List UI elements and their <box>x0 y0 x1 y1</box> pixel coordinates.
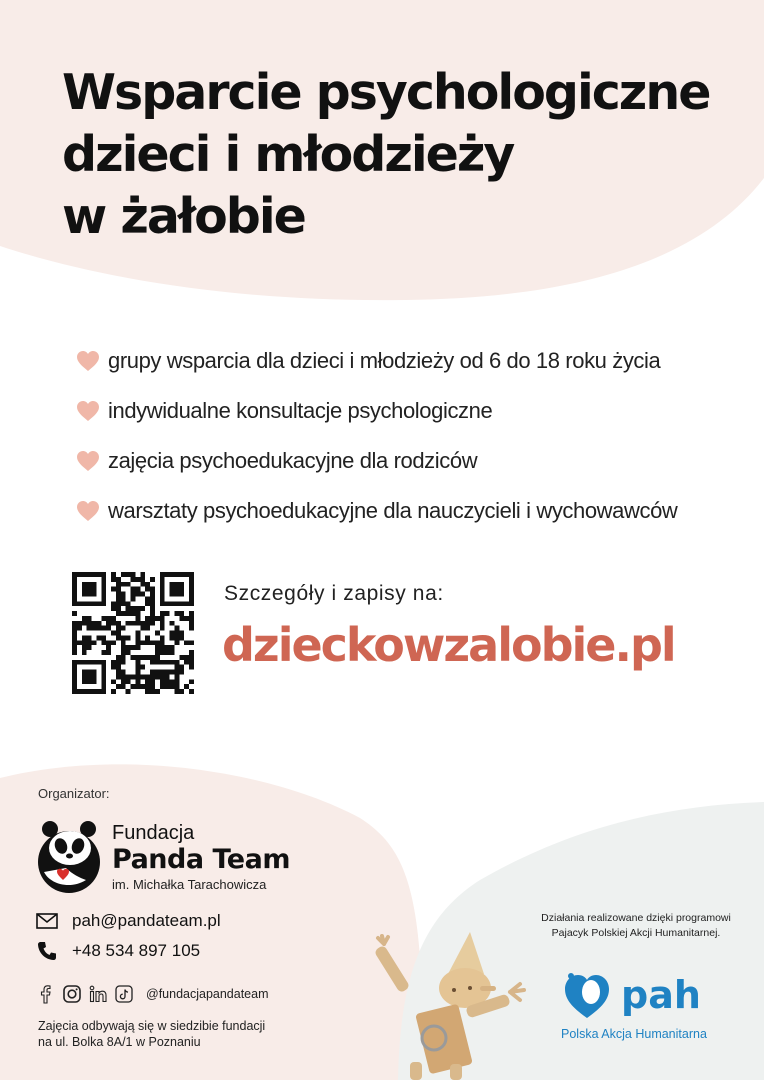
social-links <box>36 984 269 1004</box>
email-text[interactable]: pah@pandateam.pl <box>72 911 221 930</box>
tiktok-icon[interactable] <box>114 984 134 1004</box>
signup-label: Szczegóły i zapisy na: <box>224 582 444 605</box>
address-line-1: Zajęcia odbywają się w siedzibie fundacji <box>38 1019 266 1033</box>
list-item-text: indywidualne konsultacje psychologiczne <box>108 398 493 423</box>
facebook-icon[interactable] <box>36 984 56 1004</box>
phone-contact <box>36 940 200 962</box>
social-handle[interactable]: @fundacjapandateam <box>146 987 269 1001</box>
page-title <box>62 62 709 248</box>
email-contact <box>36 911 221 931</box>
panda-logo-icon <box>36 818 102 894</box>
pah-subtitle: Polska Akcja Humanitarna <box>561 1027 707 1041</box>
credit-line-1: Działania realizowane dzięki programowi <box>541 912 731 924</box>
title-line-3: w żałobie <box>62 188 305 245</box>
list-item-text: grupy wsparcia dla dzieci i młodzieży od 6 do 18 roku życia <box>108 348 661 373</box>
title-line-2: dzieci i młodzieży <box>62 126 514 183</box>
services-list <box>76 336 677 536</box>
heart-icon <box>76 500 100 522</box>
list-item <box>76 486 677 536</box>
sponsor-credit <box>520 911 752 941</box>
list-item <box>76 436 677 486</box>
organizer-name-line1: Fundacja <box>112 822 195 844</box>
mail-icon <box>36 913 58 929</box>
wooden-toy-image <box>370 930 540 1080</box>
pah-logo-text: pah <box>621 973 701 1017</box>
pah-logo-icon <box>561 970 711 1022</box>
list-item <box>76 336 677 386</box>
linkedin-icon[interactable] <box>88 984 108 1004</box>
website-link[interactable]: dzieckowzalobie.pl <box>222 618 675 672</box>
organizer-name-line3: im. Michałka Tarachowicza <box>112 877 267 892</box>
phone-icon <box>36 940 58 962</box>
list-item-text: zajęcia psychoedukacyjne dla rodziców <box>108 448 478 473</box>
list-item <box>76 386 677 436</box>
phone-text[interactable]: +48 534 897 105 <box>72 941 201 960</box>
instagram-icon[interactable] <box>62 984 82 1004</box>
organizer-label: Organizator: <box>38 786 110 801</box>
organizer-name-line2: Panda Team <box>112 844 290 875</box>
credit-line-2: Pajacyk Polskiej Akcji Humanitarnej. <box>551 927 721 939</box>
heart-icon <box>76 400 100 422</box>
title-line-1: Wsparcie psychologiczne <box>62 64 710 121</box>
address <box>38 1018 265 1050</box>
list-item-text: warsztaty psychoedukacyjne dla nauczycieli i wychowawców <box>108 498 678 523</box>
heart-icon <box>76 350 100 372</box>
qr-code-icon[interactable] <box>72 572 194 694</box>
heart-icon <box>76 450 100 472</box>
address-line-2: na ul. Bolka 8A/1 w Poznaniu <box>38 1035 201 1049</box>
